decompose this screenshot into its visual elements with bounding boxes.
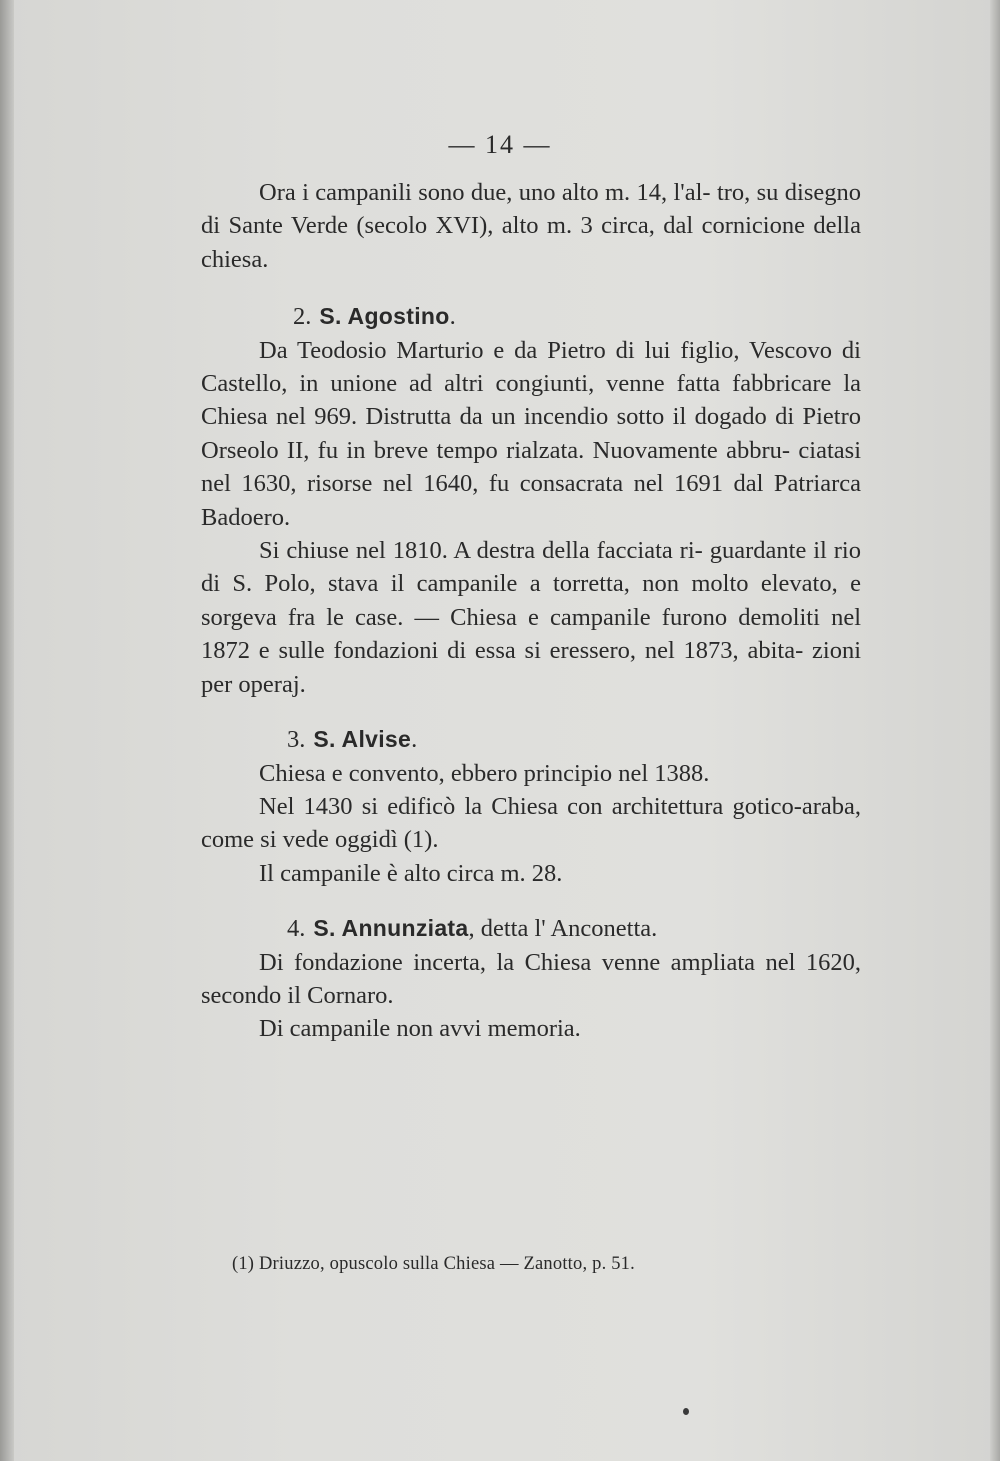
- paragraph: [201, 1012, 861, 1045]
- text-line: Nel 1430 si edificò la Chiesa con architettura: [259, 792, 724, 820]
- text-line: Vescovo di Castello, in unione ad altri congiunti,: [201, 336, 861, 398]
- paragraph: [201, 790, 861, 857]
- text-line: — Chiesa e campanile furono demoliti nel 1872 e: [201, 603, 862, 665]
- text-line: da un incendio sotto il dogado di Pietro Orseolo: [201, 403, 862, 464]
- page-number: — 14 —: [448, 130, 552, 159]
- ink-spot: [683, 1408, 689, 1415]
- section-heading-suffix: .: [449, 303, 456, 331]
- text-line: m. 3 circa, dal cornicione della chiesa.: [201, 212, 861, 273]
- main-text: [201, 176, 861, 1046]
- section-name: S. Annunziata: [313, 915, 469, 942]
- text-line: venne fatta fabbricare la Chiesa nel 969. Distrutta: [201, 370, 862, 431]
- section-number: 3.: [287, 726, 306, 754]
- text-line: Di fondazione incerta, la Chiesa venne ampliata: [259, 948, 756, 976]
- section-name: S. Agostino: [319, 303, 450, 330]
- section-name: S. Alvise: [313, 726, 412, 753]
- text-line: gotico-araba, come si vede oggidì (1).: [201, 792, 862, 854]
- paragraph: [201, 946, 861, 1013]
- paragraph: [201, 534, 861, 701]
- text-line: Il campanile è alto circa m. 28.: [259, 859, 563, 887]
- footnote: (1) Driuzzo, opuscolo sulla Chiesa — Zanotto, p. 51.: [232, 1254, 635, 1274]
- paragraph: [201, 857, 861, 890]
- text-line: Si chiuse nel 1810. A destra della facciata ri-: [259, 537, 703, 565]
- section-number: 2.: [293, 303, 312, 331]
- text-line: torretta, non molto elevato, e sorgeva fra le case.: [201, 570, 861, 631]
- section-heading-agostino: [201, 300, 861, 333]
- text-line: Da Teodosio Marturio e da Pietro di lui figlio,: [259, 336, 740, 364]
- text-line: tro, su disegno di Sante Verde (secolo XVI), alto: [201, 179, 862, 240]
- text-line: Di campanile non avvi memoria.: [259, 1015, 581, 1043]
- page-edge-shadow-right: [990, 0, 1000, 1461]
- text-line: nel 1620, secondo il Cornaro.: [201, 948, 861, 1009]
- text-line: II, fu in breve tempo rialzata. Nuovamente abbru-: [286, 436, 791, 464]
- text-line: guardante il rio di S. Polo, stava il campanile a: [201, 537, 861, 598]
- section-number: 4.: [287, 915, 306, 943]
- section-heading-annunziata: [201, 912, 861, 945]
- text-line: ciatasi nel 1630, risorse nel 1640, fu consacrata nel: [201, 436, 861, 498]
- intro-paragraph: [201, 176, 861, 276]
- text-line: zioni per operaj.: [201, 637, 862, 698]
- section-heading-suffix: , detta l' Anconetta.: [468, 915, 658, 943]
- paragraph: [201, 757, 861, 790]
- text-line: Chiesa e convento, ebbero principio nel 1388.: [259, 759, 710, 787]
- page-edge-shadow-left: [0, 0, 14, 1461]
- text-line: sulle fondazioni di essa si eressero, nel 1873, abita-: [278, 637, 804, 665]
- paragraph: [201, 334, 861, 534]
- section-heading-alvise: [201, 723, 861, 756]
- section-heading-suffix: .: [411, 726, 418, 754]
- text-line: Ora i campanili sono due, uno alto m. 14, l'al-: [259, 179, 711, 206]
- text-line: 1691 dal Patriarca Badoero.: [201, 470, 861, 531]
